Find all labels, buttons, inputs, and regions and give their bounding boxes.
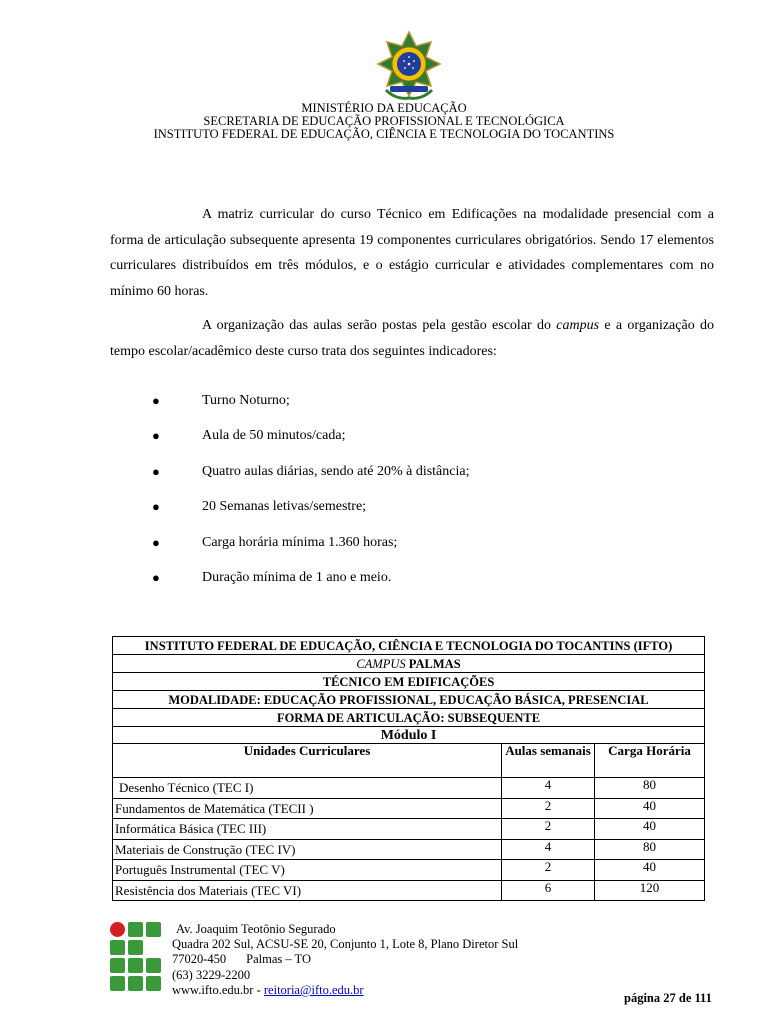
table-modality: MODALIDADE: EDUCAÇÃO PROFISSIONAL, EDUCAÇÃO BÁSICA, PRESENCIAL <box>113 691 705 709</box>
ifto-logo-icon <box>108 922 164 1002</box>
table-title: INSTITUTO FEDERAL DE EDUCAÇÃO, CIÊNCIA E TECNOLOGIA DO TOCANTINS (IFTO) <box>113 637 705 655</box>
bullet-icon: ● <box>152 569 160 585</box>
column-header-classes: Aulas semanais <box>502 744 595 778</box>
bullet-icon: ● <box>152 534 160 550</box>
bullet-icon: ● <box>152 463 160 479</box>
document-header <box>0 102 768 141</box>
table-row: Informática Básica (TEC III) 2 40 <box>113 819 705 840</box>
list-item: ● Duração mínima de 1 ano e meio. <box>110 567 710 602</box>
list-item: ● Quatro aulas diárias, sendo até 20% à distância; <box>110 461 710 496</box>
list-item: ● 20 Semanas letivas/semestre; <box>110 496 710 531</box>
address-phone: (63) 3229-2200 <box>172 967 251 982</box>
table-row: Desenho Técnico (TEC I) 4 80 <box>113 778 705 799</box>
header-secretariat: SECRETARIA DE EDUCAÇÃO PROFISSIONAL E TECNOLÓGICA <box>203 114 565 128</box>
brazil-coat-of-arms-icon <box>376 30 442 102</box>
page-number: página 27 de 111 <box>624 991 712 1005</box>
bullet-icon: ● <box>152 428 160 444</box>
curriculum-table <box>112 636 705 901</box>
table-row: Português Instrumental (TEC V) 2 40 <box>113 860 705 881</box>
address-contacts: www.ifto.edu.br - reitoria@ifto.edu.br <box>172 982 364 997</box>
column-header-hours: Carga Horária <box>595 744 705 778</box>
table-campus: CAMPUS PALMAS <box>113 655 705 673</box>
footer-address <box>172 922 518 998</box>
column-header-units: Unidades Curriculares <box>113 744 502 778</box>
website-text: www.ifto.edu.br <box>172 982 254 997</box>
table-row: Materiais de Construção (TEC IV) 4 80 <box>113 839 705 860</box>
paragraph-curriculum-matrix: A matriz curricular do curso Técnico em Edificações na modalidade presencial com a forma de articulação subsequente apresenta 19 componentes curriculares obrigatórios. Sendo 17 elementos curriculares distribuídos em três módulos, e o estágio curricular e atividades complementares com no mínimo 60 horas. <box>110 207 714 299</box>
bullet-icon: ● <box>152 393 160 408</box>
table-row: Resistência dos Materiais (TEC VI) 6 120 <box>113 880 705 901</box>
header-ministry: MINISTÉRIO DA EDUCAÇÃO <box>301 101 467 115</box>
table-row: Fundamentos de Matemática (TECII ) 2 40 <box>113 798 705 819</box>
list-item: ● Turno Noturno; <box>110 390 710 425</box>
address-block: Quadra 202 Sul, ACSU-SE 20, Conjunto 1, Lote 8, Plano Diretor Sul <box>172 937 519 952</box>
table-articulation: FORMA DE ARTICULAÇÃO: SUBSEQUENTE <box>113 709 705 727</box>
table-module: Módulo I <box>113 727 705 744</box>
bullet-icon: ● <box>152 499 160 515</box>
header-institute: INSTITUTO FEDERAL DE EDUCAÇÃO, CIÊNCIA E TECNOLOGIA DO TOCANTINS <box>153 127 615 141</box>
indicator-list <box>110 390 710 602</box>
address-postal-city: 77020-450 Palmas – TO <box>172 952 311 967</box>
address-street: Av. Joaquim Teotônio Segurado <box>176 922 336 936</box>
list-item: ● Aula de 50 minutos/cada; <box>110 425 710 460</box>
list-item: ● Carga horária mínima 1.360 horas; <box>110 532 710 567</box>
table-course: TÉCNICO EM EDIFICAÇÕES <box>113 673 705 691</box>
campus-italic: campus <box>556 318 600 333</box>
paragraph-class-organization: A organização das aulas serão postas pela gestão escolar do campus e a organização do tempo escolar/acadêmico deste curso trata dos seguintes indicadores: <box>110 318 714 359</box>
email-link[interactable]: reitoria@ifto.edu.br <box>263 982 364 997</box>
